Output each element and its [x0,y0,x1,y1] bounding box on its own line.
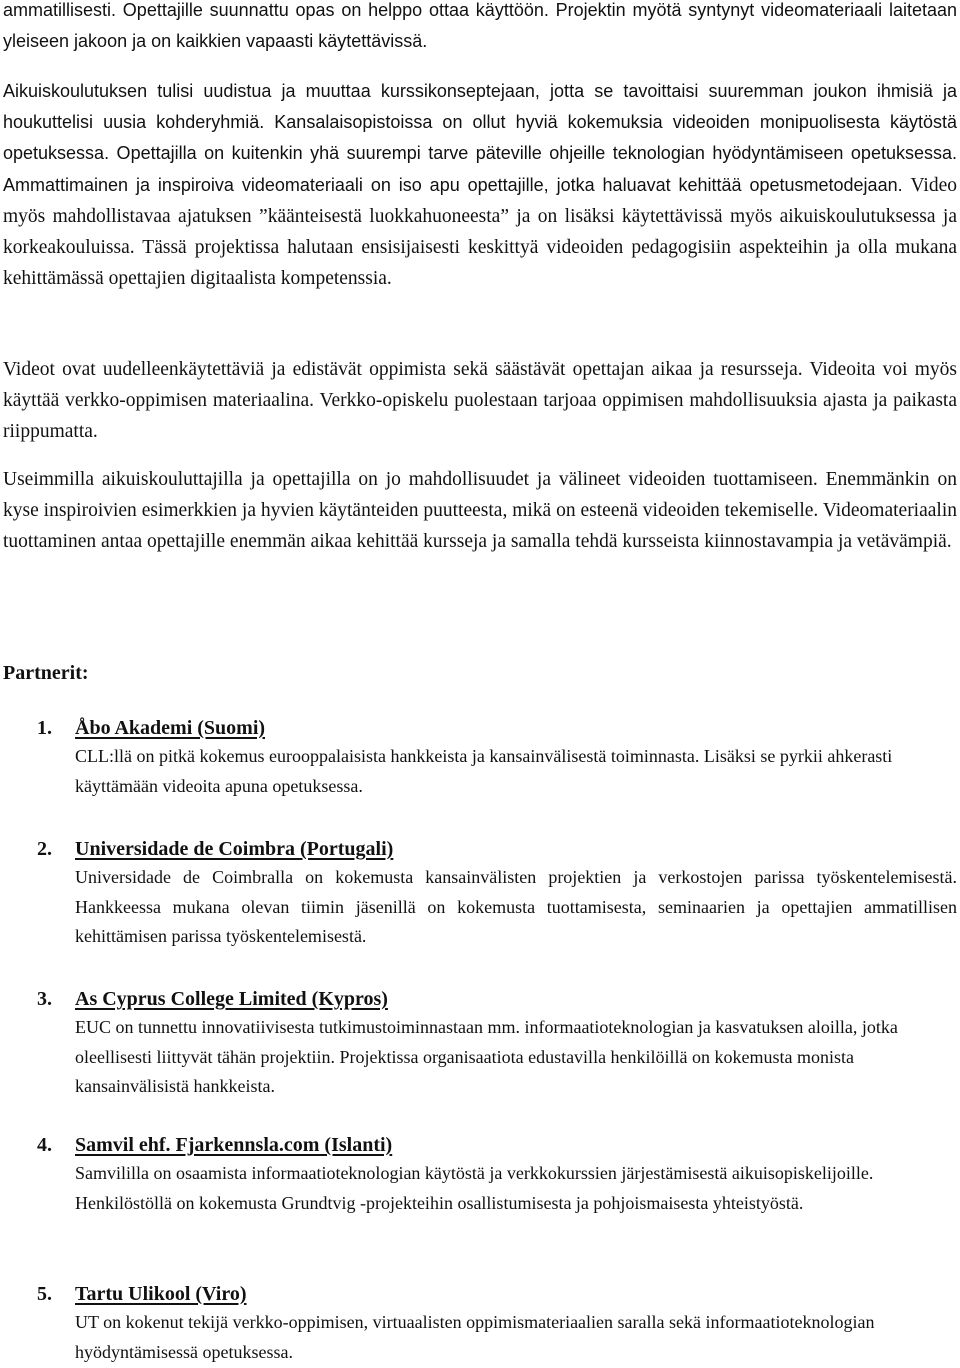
paragraph-adult-education-part1: Aikuiskoulutuksen tulisi uudistua ja muuttaa kurssikonseptejaan, jotta se tavoittaisi suuremman joukon ihmisiä ja houkuttelisi uusia kohderyhmiä. Kansalaisopistoissa on ollut hyviä kokemuksia videoiden monipuolisesta käytöstä opetuksessa. Opettajilla on kuitenkin yhä suurempi tarve päteville ohjeille teknologian hyödyntämiseen opetuksessa. [3,81,957,164]
paragraph-intro: ammatillisesti. Opettajille suunnattu opas on helppo ottaa käyttöön. Projektin myötä syntynyt videomateriaali laitetaan yleiseen jakoon ja on kaikkien vapaasti käytettävissä. [3,0,957,52]
paragraph-adult-education-part2: Ammattimainen ja inspiroiva videomateriaali on iso apu opettajille, jotka haluavat kehittää opetusmetodejaan. [3,174,911,195]
partner-description: Universidade de Coimbralla on kokemusta kansainvälisten projektien ja verkostojen parissa työskentelemisestä. Hankkeessa mukana olevan tiimin jäsenillä on kokemusta tuottamisesta, seminaarien ja opettajien ammatillisen kehittämisen parissa työskentelemisestä. [75,867,957,946]
partner-description: CLL:llä on pitkä kokemus eurooppalaisista hankkeista ja kansainvälisestä toiminnasta. Lisäksi se pyrkii ahkerasti käyttämään videoita apuna opetuksessa. [75,746,893,796]
partner-name: Samvil ehf. Fjarkennsla.com (Islanti) [75,1134,393,1156]
partner-number: 1. [37,717,52,739]
partner-name: Tartu Ulikool (Viro) [75,1283,247,1305]
partner-title [3,1280,957,1308]
partner-name: Universidade de Coimbra (Portugali) [75,838,394,860]
partners-heading: Partnerit: [3,662,89,684]
partner-title [3,835,957,863]
partner-item [3,835,957,952]
partner-number: 3. [37,988,52,1010]
partner-title [3,1131,957,1159]
partner-item [3,1131,957,1218]
partner-number: 4. [37,1134,52,1156]
partner-item [3,714,957,801]
partner-number: 5. [37,1283,52,1305]
partner-name: Åbo Akademi (Suomi) [75,717,266,739]
partner-description: EUC on tunnettu innovatiivisesta tutkimustoiminnastaan mm. informaatioteknologian ja kasvatuksen aloilla, jotka oleellisesti liittyvät tähän projektiin. Projektissa organisaatiota edustavilla henkilöillä on kokemusta monista kansainvälisistä hankkeista. [75,1017,898,1096]
partner-title [3,985,957,1013]
partner-name: As Cyprus College Limited (Kypros) [75,988,388,1010]
partner-description: Samvililla on osaamista informaatioteknologian käytöstä ja verkkokurssien järjestämisestä aikuisopiskelijoille. Henkilöstöllä on kokemusta Grundtvig -projekteihin osallistumisesta ja pohjoismaisesta yhteistyöstä. [75,1163,874,1213]
partner-description: UT on kokenut tekijä verkko-oppimisen, virtuaalisten oppimismateriaalien saralla sekä informaatioteknologian hyödyntämisessä opetuksessa. [75,1312,875,1362]
partner-item [3,1280,957,1367]
paragraph-adult-education-part3: Video myös mahdollistavaa ajatuksen ”käänteisestä luokkahuoneesta” ja on lisäksi käytettävissä myös aikuiskoulutuksessa ja korkeakouluissa. Tässä projektissa halutaan ensisijaisesti keskittyä videoiden pedagogisiin aspekteihin ja olla mukana kehittämässä opettajien digitaalista kompetenssia. [3,174,957,290]
partner-number: 2. [37,838,52,860]
paragraph-adult-education [3,76,957,294]
paragraph-video-production: Useimmilla aikuiskouluttajilla ja opettajilla on jo mahdollisuudet ja välineet videoiden tuottamiseen. Enemmänkin on kyse inspiroivien esimerkkien ja hyvien käytänteiden puutteesta, mikä on esteenä videoiden tekemiselle. Videomateriaalin tuottaminen antaa opettajille enemmän aikaa kehittää kursseja ja samalla tehdä kursseista kiinnostavampia ja vetävämpiä. [3,469,957,553]
partner-title [3,714,957,742]
paragraph-videos-reusable: Videot ovat uudelleenkäytettäviä ja edistävät oppimista sekä säästävät opettajan aikaa ja resursseja. Videoita voi myös käyttää verkko-oppimisen materiaalina. Verkko-opiskelu puolestaan tarjoaa oppimisen mahdollisuuksia ajasta ja paikasta riippumatta. [3,359,957,443]
partner-item [3,985,957,1102]
